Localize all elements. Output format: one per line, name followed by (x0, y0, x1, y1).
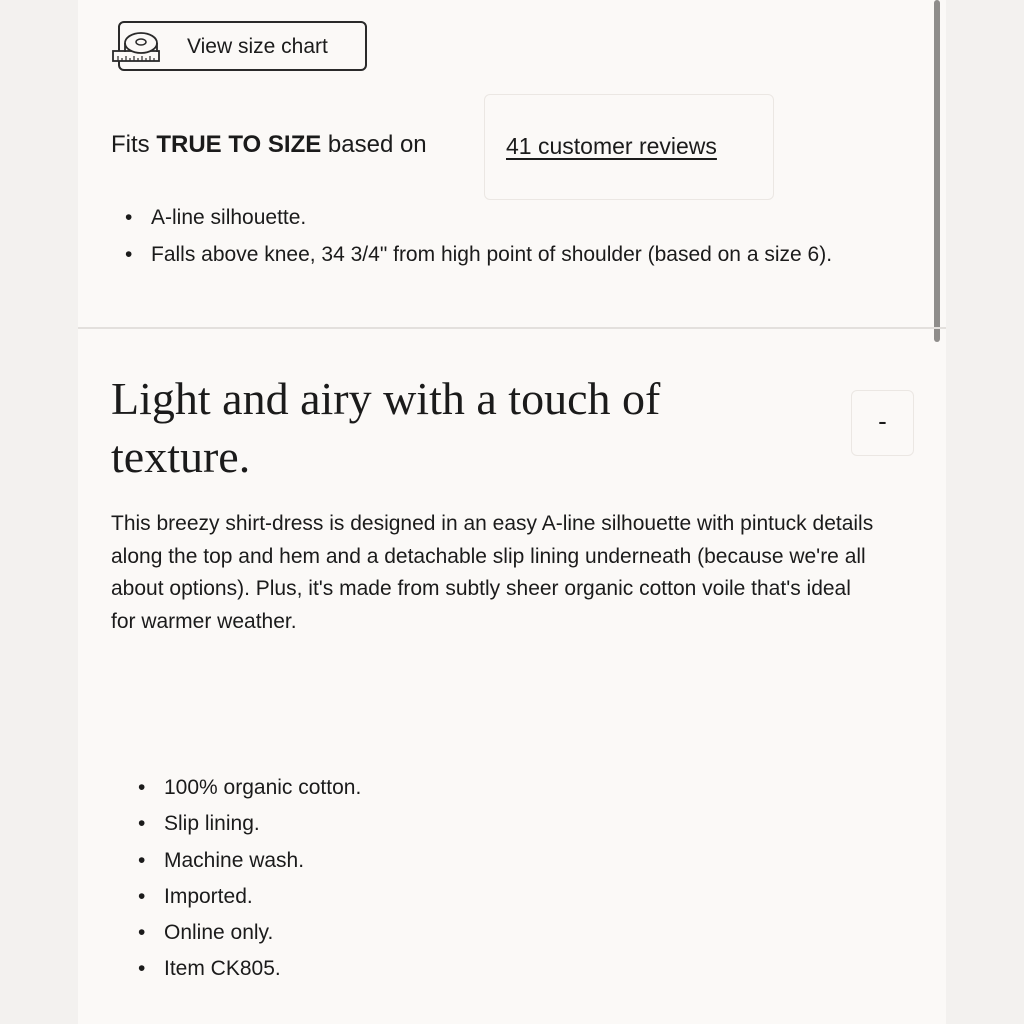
collapse-section-button[interactable]: - (851, 390, 914, 456)
scrollbar-thumb[interactable] (934, 0, 940, 342)
list-item: • Online only. (136, 915, 361, 951)
list-item: • Slip lining. (136, 806, 361, 842)
tape-measure-icon (111, 30, 171, 66)
fit-summary (111, 131, 427, 159)
fit-detail-text: • Falls above knee, 34 3/4" from high point of shoulder (based on a size 6). (151, 243, 833, 266)
fit-details-list (111, 204, 911, 278)
list-item: • Imported. (136, 879, 361, 915)
size-chart-label: View size chart (187, 35, 328, 58)
list-item: • Item CK805. (136, 951, 361, 987)
product-description: This breezy shirt-dress is designed in an easy A-line silhouette with pintuck details along the top and hem and a detachable slip lining underneath (because we're all about options). Plus, it's made from subtly sheer organic cotton voile that's ideal for warmer weather. (111, 512, 874, 633)
section-divider (78, 327, 946, 329)
fit-suffix: based on (321, 131, 427, 158)
customer-reviews-link[interactable]: 41 customer reviews (506, 133, 717, 159)
view-size-chart-button[interactable] (118, 21, 367, 71)
fit-prefix: Fits (111, 131, 157, 158)
fit-detail-text: • A-line silhouette. (151, 206, 307, 229)
list-item: • 100% organic cotton. (136, 770, 361, 806)
list-item (111, 241, 911, 268)
list-item: • Machine wash. (136, 843, 361, 879)
list-item (111, 204, 911, 231)
fit-emphasis: TRUE TO SIZE (156, 131, 322, 158)
section-title: Light and airy with a touch of texture. (111, 373, 661, 482)
product-details-list (136, 770, 361, 988)
